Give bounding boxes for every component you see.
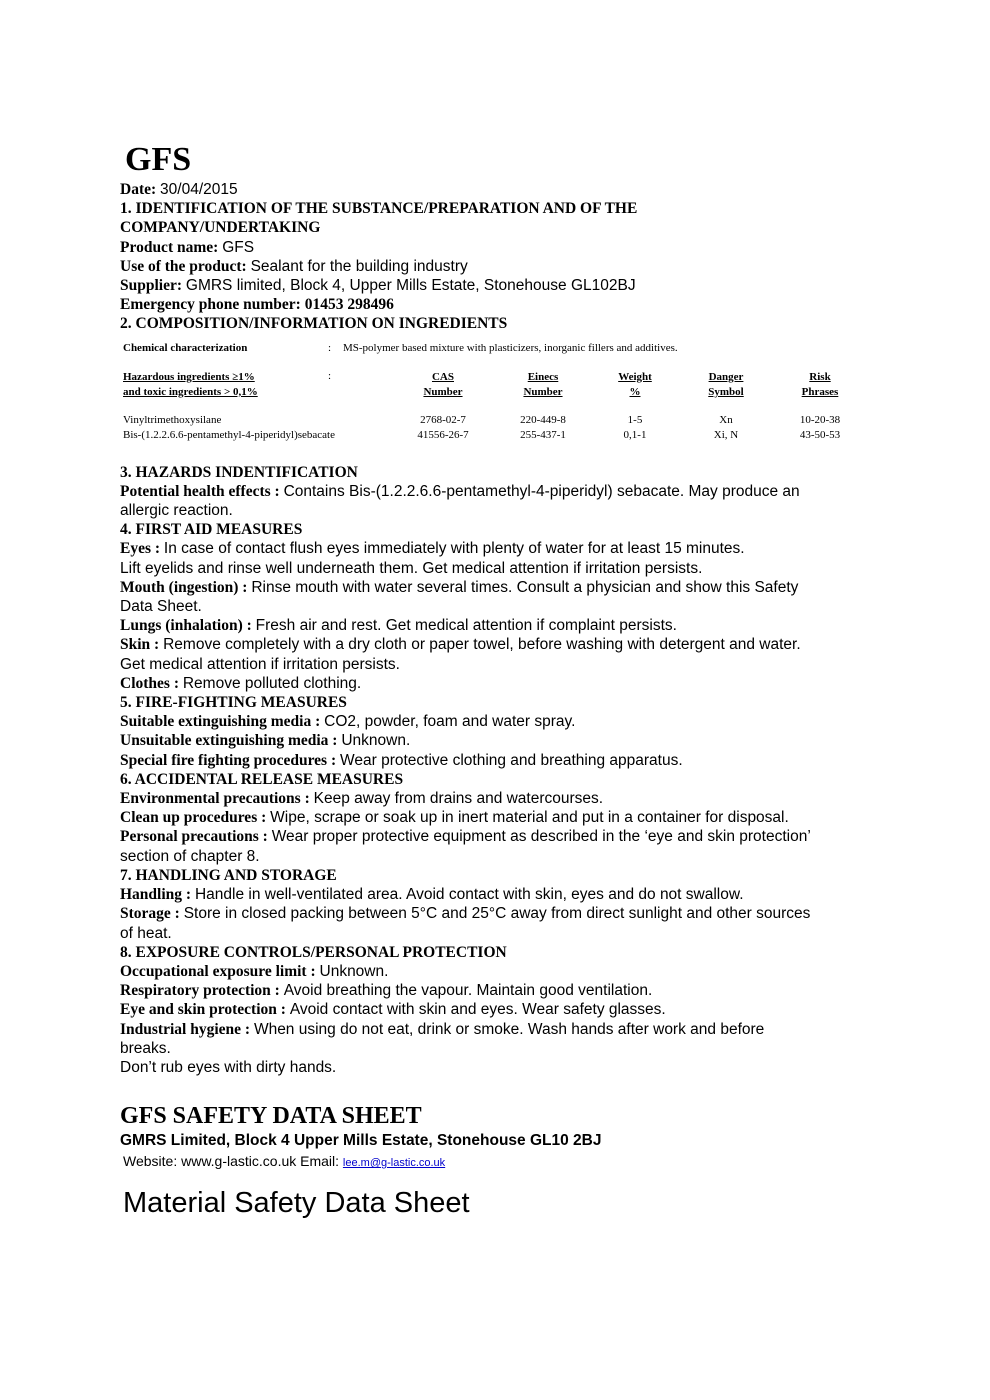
einecs-number: 255-437-1 [520,428,566,441]
col-risk-header [790,370,850,400]
ingredient-name: Vinyltrimethoxysilane [123,413,222,426]
col-einecs-line2: Number [523,385,563,398]
clean-up-value: Wipe, scrape or soak up in inert material and put in a container for disposal. [270,809,789,827]
footer-address: GMRS Limited, Block 4 Upper Mills Estate, Stonehouse GL10 2BJ [120,1132,602,1150]
einecs-number: 220-449-8 [520,413,566,426]
weight-percent: 0,1-1 [623,428,647,441]
section-7-title: 7. HANDLING AND STORAGE [120,866,337,884]
col-danger-line1: Danger [708,370,744,383]
suitable-media-label: Suitable extinguishing media : [120,713,321,731]
clean-up-label: Clean up procedures : [120,809,267,827]
risk-phrases: 43-50-53 [799,428,841,441]
col-cas-line2: Number [423,385,463,398]
mouth-value: Rinse mouth with water several times. Consult a physician and show this Safety [251,578,799,596]
handling-value: Handle in well-ventilated area. Avoid contact with skin, eyes and do not swallow. [194,886,744,904]
storage-label: Storage : [120,905,180,923]
lungs-value: Fresh air and rest. Get medical attention if complaint persists. [255,617,677,635]
product-name-value: GFS [222,238,255,256]
col-danger-line2: Symbol [708,385,744,398]
haz-colon: : [328,369,332,382]
ingredient-name: Bis-(1.2.2.6.6-pentamethyl-4-piperidyl)sebacate [123,428,335,441]
section-8-title: 8. EXPOSURE CONTROLS/PERSONAL PROTECTION [120,943,507,961]
msds-title: Material Safety Data Sheet [123,1187,470,1220]
use-label: Use of the product: [120,257,247,275]
health-effects-value-cont: allergic reaction. [120,502,233,520]
logo: GFS [125,141,192,178]
health-effects-label: Potential health effects : [120,482,280,500]
footer-contact [123,1151,880,1173]
clothes-value: Remove polluted clothing. [182,674,362,692]
personal-precautions-value: Wear proper protective equipment as described in the ‘eye and skin protection’ [271,828,811,846]
supplier-label: Supplier: [120,277,183,295]
col-risk-line2: Phrases [801,385,839,398]
email-link[interactable]: lee.m@g-lastic.co.uk [342,1157,446,1170]
document-page [120,140,880,1220]
supplier-value: GMRS limited, Block 4, Upper Mills Estate, Stonehouse GL102BJ [185,277,636,295]
eyes-label: Eyes : [120,540,161,558]
cas-number: 41556-26-7 [417,428,469,441]
env-precautions-value: Keep away from drains and watercourses. [313,790,604,808]
hazardous-ingredients-header [123,370,258,400]
col-einecs-line1: Einecs [527,370,559,383]
footer-title: GFS SAFETY DATA SHEET [120,1103,422,1130]
special-procedures-label: Special fire fighting procedures : [120,751,337,769]
use-value: Sealant for the building industry [250,257,468,275]
eyes-value: In case of contact flush eyes immediately with plenty of water for at least 15 minutes. [163,540,745,558]
occupational-limit-value: Unknown. [319,962,389,980]
health-effects-value: Contains Bis-(1.2.2.6.6-pentamethyl-4-piperidyl) sebacate. May produce an [283,482,800,500]
haz-header-line2: and toxic ingredients > 0,1% [123,385,258,398]
mouth-label: Mouth (ingestion) : [120,578,248,596]
chem-char-label: Chemical characterization [123,341,248,354]
danger-symbol: Xn [719,413,733,426]
table-row [123,429,883,444]
skin-label: Skin : [120,636,160,654]
chem-char-colon: : [328,341,332,354]
industrial-hygiene-cont2: Don’t rub eyes with dirty hands. [120,1058,337,1076]
section-2-title: 2. COMPOSITION/INFORMATION ON INGREDIENTS [120,315,508,333]
personal-precautions-cont: section of chapter 8. [120,847,260,865]
section-5-title: 5. FIRE-FIGHTING MEASURES [120,694,347,712]
clothes-label: Clothes : [120,674,179,692]
respiratory-protection-value: Avoid breathing the vapour. Maintain good ventilation. [283,982,653,1000]
section-3-title: 3. HAZARDS INDENTIFICATION [120,463,358,481]
lungs-label: Lungs (inhalation) : [120,617,252,635]
risk-phrases: 10-20-38 [799,413,841,426]
eyes-value-cont: Lift eyelids and rinse well underneath them. Get medical attention if irritation persists. [120,559,703,577]
section-6-title: 6. ACCIDENTAL RELEASE MEASURES [120,770,404,788]
storage-value: Store in closed packing between 5°C and 25°C away from direct sunlight and other sources [183,905,811,923]
col-weight-header [605,370,665,400]
occupational-limit-label: Occupational exposure limit : [120,962,316,980]
skin-value-cont: Get medical attention if irritation persists. [120,655,400,673]
special-procedures-value: Wear protective clothing and breathing apparatus. [340,751,683,769]
chem-char-value: MS-polymer based mixture with plasticizers, inorganic fillers and additives. [343,341,678,354]
date-value: 30/04/2015 [160,181,238,198]
skin-value: Remove completely with a dry cloth or paper towel, before washing with detergent and water. [163,636,801,654]
storage-value-cont: of heat. [120,924,172,942]
col-weight-line1: Weight [618,370,652,383]
weight-percent: 1-5 [627,413,643,426]
col-risk-line1: Risk [809,370,831,383]
eye-skin-protection-value: Avoid contact with skin and eyes. Wear safety glasses. [289,1001,666,1019]
industrial-hygiene-label: Industrial hygiene : [120,1020,251,1038]
section-1-title-line1: 1. IDENTIFICATION OF THE SUBSTANCE/PREPARATION AND OF THE [120,200,638,218]
section-4-title: 4. FIRST AID MEASURES [120,521,303,539]
danger-symbol: Xi, N [713,428,739,441]
col-danger-header [696,370,756,400]
respiratory-protection-label: Respiratory protection : [120,982,280,1000]
industrial-hygiene-cont: breaks. [120,1039,171,1057]
product-name-label: Product name: [120,238,219,256]
col-einecs-header [513,370,573,400]
eye-skin-protection-label: Eye and skin protection : [120,1001,286,1019]
cas-number: 2768-02-7 [420,413,466,426]
mouth-value-cont: Data Sheet. [120,598,202,616]
industrial-hygiene-value: When using do not eat, drink or smoke. Wash hands after work and before [253,1020,765,1038]
env-precautions-label: Environmental precautions : [120,790,310,808]
composition-table [123,338,880,463]
suitable-media-value: CO2, powder, foam and water spray. [324,713,576,731]
date-label: Date: [120,181,157,198]
handling-label: Handling : [120,886,192,904]
table-row [123,414,883,429]
unsuitable-media-value: Unknown. [341,732,411,750]
unsuitable-media-label: Unsuitable extinguishing media : [120,732,338,750]
col-cas-line1: CAS [431,370,454,383]
emergency-phone: Emergency phone number: 01453 298496 [120,296,394,314]
personal-precautions-label: Personal precautions : [120,828,268,846]
col-cas-header [413,370,473,400]
section-1-title-line2: COMPANY/UNDERTAKING [120,219,321,237]
col-weight-line2: % [629,385,641,398]
footer-website: Website: www.g-lastic.co.uk Email: [123,1153,340,1170]
haz-header-line1: Hazardous ingredients ≥1% [123,370,255,383]
